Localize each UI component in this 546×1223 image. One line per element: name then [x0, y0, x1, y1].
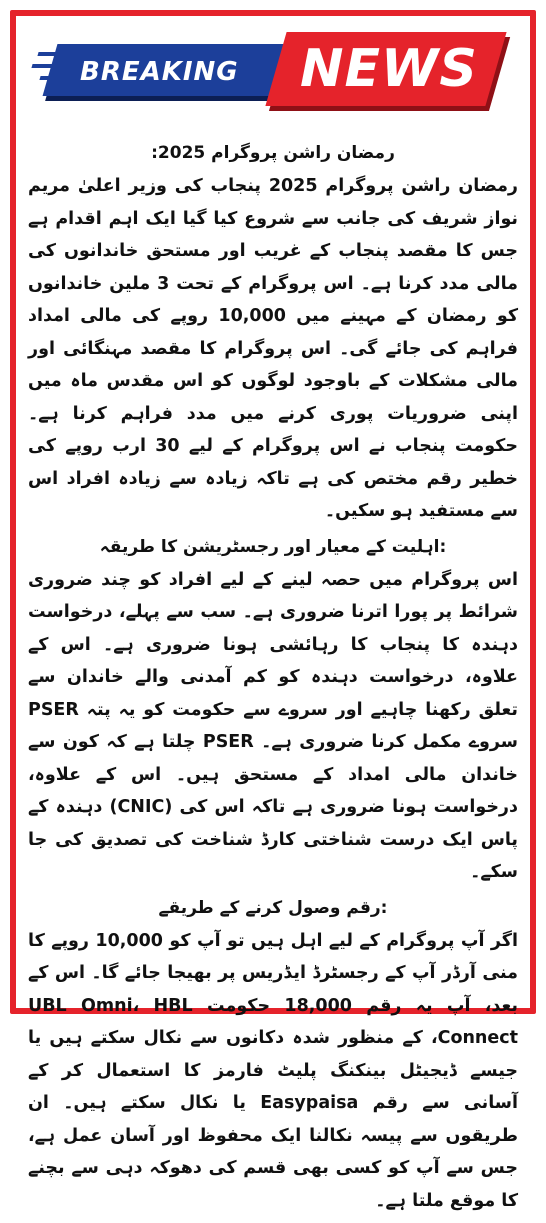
article-body	[28, 140, 518, 1223]
section-heading: رمضان راشن پروگرام 2025:	[151, 143, 395, 163]
section-heading: :رقم وصول کرنے کے طریقے	[158, 897, 388, 918]
speed-stripe	[31, 64, 52, 68]
section-heading: :اہلیت کے معیار اور رجسٹریشن کا طریقہ	[99, 536, 447, 557]
paragraph: اگر آپ پروگرام کے لیے اہل ہیں تو آپ کو 10,000 روپے کا منی آرڈر آپ کے رجسٹرڈ ایڈریس پر بھیجا جائے گا۔ اس کے بعد، آپ یہ رقم 18,000 حکومت UBL Omni، HBL Connect، کے منظور شدہ دکانوں سے نکال سکتے ہیں یا جیسے ڈیجیٹل بینکنگ پلیٹ فارمز کا استعمال کر کے آسانی سے رقم Easypaisa یا نکال سکتے ہیں۔ ان طریقوں سے پیسہ نکالنا ایک محفوظ اور آسان عمل ہے، جس سے آپ کو کسی بھی قسم کی دھوکہ دہی سے بچنے کا موقع ملتا ہے۔	[28, 930, 518, 1211]
breaking-news-banner	[38, 30, 508, 110]
paragraph: رمضان راشن پروگرام 2025 پنجاب کی وزیر اعلیٰ مریم نواز شریف کی جانب سے شروع کیا گیا ایک اہم اقدام ہے جس کا مقصد پنجاب کے غریب اور مستحق خاندانوں کی مالی مدد کرنا ہے۔ اس پروگرام کے تحت 3 ملین خاندانوں کو رمضان کے مہینے میں 10,000 روپے کی مالی امداد فراہم کی جائے گی۔ اس پروگرام کا مقصد مہنگائی اور مالی مشکلات کے باوجود لوگوں کو اس مقدس ماہ میں اپنی ضروریات پوری کرنے میں مدد فراہم کرنا ہے۔ حکومت پنجاب نے اس پروگرام کے لیے 30 ارب روپے کی خطیر رقم مختص کی ہے تاکہ زیادہ سے زیادہ افراد اس سے مستفید ہو سکیں۔	[28, 176, 518, 521]
paragraph: اس پروگرام میں حصہ لینے کے لیے افراد کو چند ضروری شرائط پر پورا اترنا ضروری ہے۔ سب سے پہلے، درخواست دہندہ کا پنجاب کا رہائشی ہونا ضروری ہے۔ اس کے علاوہ، درخواست دہندہ کو کم آمدنی والے خاندان سے تعلق رکھنا چاہیے اور سروے سے حکومت کو یہ پتہ PSER سروے مکمل کرنا ضروری ہے۔ PSER چلتا ہے کہ کون سے خاندان مالی امداد کے مستحق ہیں۔ اس کے علاوہ، درخواست ہونا ضروری ہے تاکہ اس کی (CNIC) دہندہ کے پاس ایک درست شناختی کارڈ شناخت کی تصدیق کی جا سکے۔	[28, 569, 518, 882]
news-label: NEWS	[300, 39, 478, 99]
breaking-label: BREAKING	[80, 57, 239, 87]
